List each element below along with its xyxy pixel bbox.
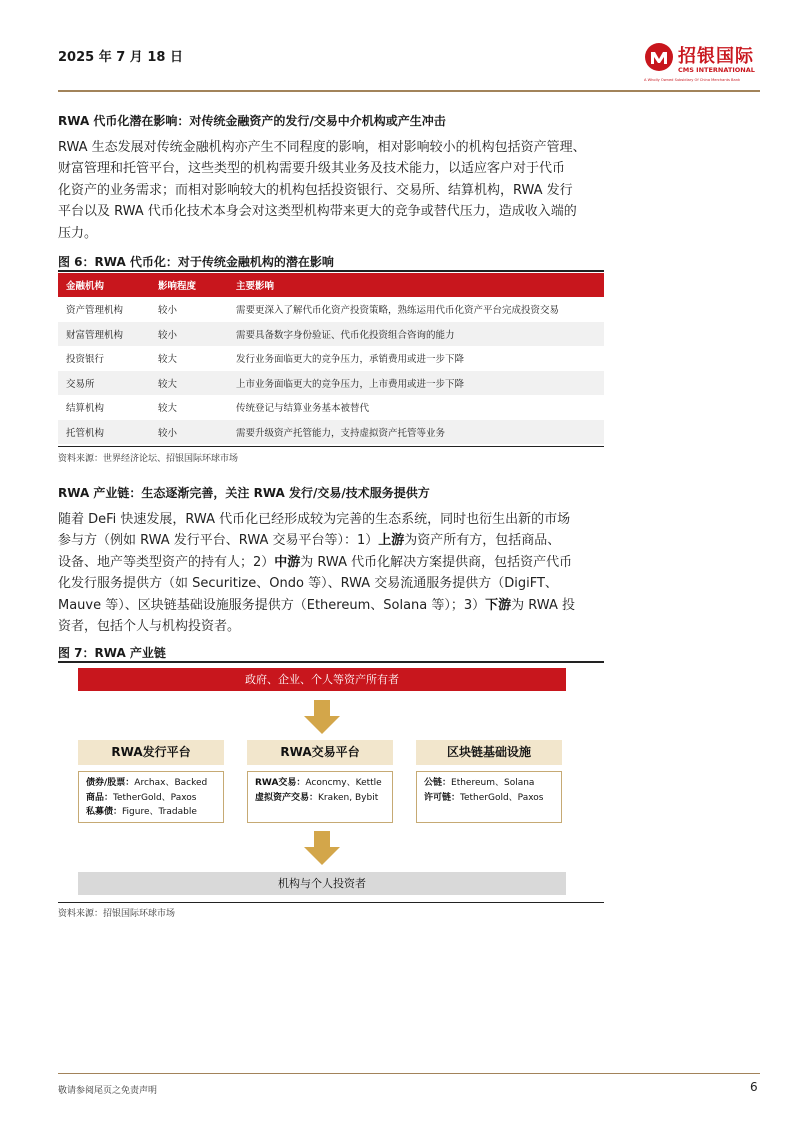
cell-impact: 发行业务面临更大的竞争压力，承销费用或进一步下降 [236,354,465,366]
cell-institution: 投资银行 [66,354,105,366]
item-label: RWA交易： [255,778,306,788]
item-label: 许可链： [424,792,461,803]
platform-item [86,805,223,820]
paragraph-line: 随着 DeFi 快速发展，RWA 代币化已经形成较为完善的生态系统，同时也衍生出新的市场 [58,512,571,527]
column-header-institution: 金融机构 [58,273,150,297]
item-label: 债券/股票： [86,778,135,788]
item-value: Kraken, Bybit [318,792,379,803]
table-row [58,346,604,371]
cms-international-logo [644,40,762,92]
paragraph-line: 财富管理和托管平台，这些类型的机构需要升级其业务及技术能力，以适应客户对于代币 [58,161,566,177]
impact-table [58,273,604,444]
figure6-title: 图 6：RWA 代币化：对于传统金融机构的潜在影响 [58,255,334,269]
item-label: 商品： [86,792,114,803]
industry-chain-paragraph [58,509,738,637]
paragraph-line: RWA 生态发展对传统金融机构亦产生不同程度的影响，相对影响较小的机构包括资产管理、 [58,140,586,155]
platform-item [86,791,223,806]
paragraph-line: 化发行服务提供方（如 Securitize、Ondo 等）、RWA 交易流通服务提供方（DigiFT、 [58,576,558,592]
downstream-keyword: 下游 [485,597,512,613]
footer-divider [58,1073,760,1074]
paragraph-line: 化资产的业务需求；而相对影响较大的机构包括投资银行、交易所、结算机构，RWA 发行 [58,182,573,198]
cell-institution: 财富管理机构 [58,322,150,347]
column-header-degree: 影响程度 [150,273,228,297]
logo-english-name: CMS INTERNATIONAL [678,66,755,74]
paragraph-line [58,552,738,573]
logo-subtitle: A Wholly Owned Subsidiary Of China Merchants Bank [644,78,741,82]
figure7-title-rule [58,661,604,663]
paragraph-line [58,595,738,616]
cell-institution: 资产管理机构 [66,305,124,317]
figure7-source: 资料来源：招银国际环球市场 [58,909,176,919]
trading-platform-header: RWA交易平台 [247,740,393,765]
item-label: 公链： [424,778,452,788]
figure7-bottom-rule [58,902,604,903]
cell-impact: 需要升级资产托管能力，支持虚拟资产托管等业务 [228,420,604,445]
down-arrow-icon [304,700,340,734]
table-row [58,297,604,322]
text-span: 为 RWA 投 [511,597,575,613]
logo-chinese-name: 招银国际 [678,46,754,67]
issuance-platform-header: RWA发行平台 [78,740,224,765]
paragraph-line: 平台以及 RWA 代币化技术本身会对这类型机构带来更大的竞争或替代压力，造成收入端的 [58,204,577,220]
midstream-keyword: 中游 [274,554,301,570]
text-span: 设备、地产等类型资产的持有人；2） [58,554,275,570]
cell-institution: 托管机构 [58,420,150,445]
item-value: TetherGold、Paxos [460,792,544,803]
cell-degree: 较小 [150,322,228,347]
item-value: Aconcmy、Kettle [305,778,382,788]
platform-item [255,791,392,806]
blockchain-infra-header: 区块链基础设施 [416,740,562,765]
figure6-title-rule [58,270,604,272]
table-header-row [58,273,604,297]
cell-impact: 需要更深入了解代币化资产投资策略，熟练运用代币化资产平台完成投资交易 [236,305,560,317]
figure7-title: 图 7：RWA 产业链 [58,646,166,660]
section-title-industry-chain: RWA 产业链：生态逐渐完善，关注 RWA 发行/交易/技术服务提供方 [58,486,430,500]
item-value: Archax、Backed [134,778,208,788]
page-number: 6 [750,1080,758,1094]
cell-institution: 结算机构 [66,403,105,415]
cell-degree: 较大 [158,354,178,366]
item-value: TetherGold、Paxos [113,792,197,803]
table-bottom-rule [58,446,604,447]
platform-item [424,776,561,791]
platform-item [424,791,561,806]
cms-logo-icon [644,42,674,72]
cell-impact: 上市业务面临更大的竞争压力，上市费用或进一步下降 [228,371,604,396]
paragraph-line [58,530,738,551]
issuance-platform-box [78,771,224,823]
report-date: 2025 年 7 月 18 日 [58,50,183,65]
table-row [58,420,604,445]
item-label: 私募债： [86,807,123,817]
down-arrow-icon [304,831,340,865]
investors-box: 机构与个人投资者 [78,872,566,895]
figure6-source: 资料来源：世界经济论坛、招银国际环球市场 [58,454,239,464]
table-row [58,371,604,396]
impact-paragraph [58,137,738,244]
cell-impact: 传统登记与结算业务基本被替代 [236,403,370,415]
table-row [58,395,604,420]
table-row [58,322,604,347]
text-span: 为资产所有方，包括商品、 [404,533,561,549]
item-value: Ethereum、Solana [451,778,535,788]
cell-impact: 需要具备数字身份验证、代币化投资组合咨询的能力 [228,322,604,347]
upstream-keyword: 上游 [378,533,405,549]
text-span: 为 RWA 代币化解决方案提供商，包括资产代币 [300,554,573,570]
blockchain-infra-box [416,771,562,823]
platform-item [255,776,392,791]
text-span: 参与方（例如 RWA 发行平台、RWA 交易平台等）：1） [58,533,379,549]
cell-institution: 交易所 [58,371,150,396]
disclaimer-note: 敬请参阅尾页之免责声明 [58,1086,158,1096]
item-label: 虚拟资产交易： [255,792,319,803]
cell-degree: 较小 [150,420,228,445]
asset-owners-box: 政府、企业、个人等资产所有者 [78,668,566,691]
paragraph-line: 压力。 [58,225,98,241]
trading-platform-box [247,771,393,823]
cell-degree: 较小 [158,305,178,317]
column-header-impact: 主要影响 [228,273,604,297]
cell-degree: 较大 [150,371,228,396]
paragraph-line: 资者，包括个人与机构投资者。 [58,619,241,635]
text-span: Mauve 等）、区块链基础设施服务提供方（Ethereum、Solana 等）；3） [58,597,486,613]
item-value: Figure、Tradable [122,807,197,817]
platform-item [86,776,223,791]
section-title-impact: RWA 代币化潜在影响：对传统金融资产的发行/交易中介机构或产生冲击 [58,114,446,128]
header-divider [58,90,760,92]
cell-degree: 较大 [158,403,178,415]
